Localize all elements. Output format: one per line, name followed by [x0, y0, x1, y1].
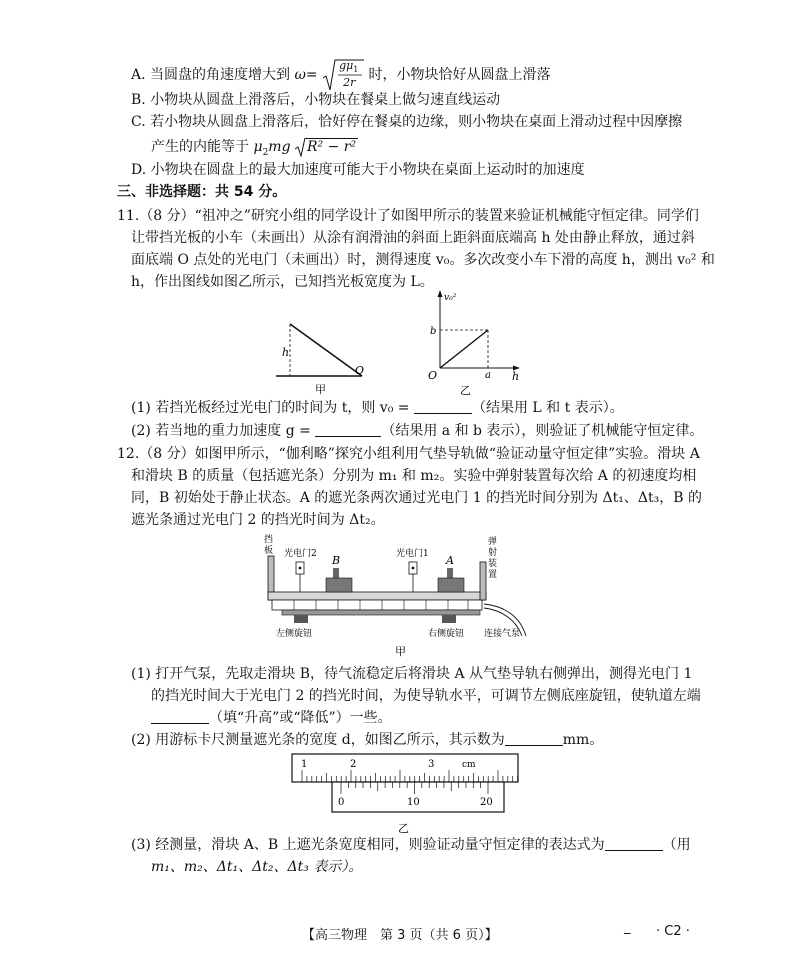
- launcher-char1: 弹: [488, 537, 498, 547]
- q12-figure-jia: [258, 532, 548, 658]
- option-c-sub: 2: [262, 147, 269, 158]
- option-a-sub: 1: [353, 65, 359, 75]
- footer-code: · C2 ·: [656, 924, 690, 939]
- q12-sub2-blank[interactable]: [505, 731, 563, 746]
- q11-line4: h，作出图线如图乙所示，已知挡光板宽度为 L。: [131, 274, 434, 290]
- right-knob[interactable]: [442, 615, 456, 623]
- vernier-label-20: 20: [480, 797, 493, 808]
- launcher-char2: 射: [488, 548, 498, 558]
- q12-sub1-line2: 的挡光时间大于光电门 2 的挡光时间，为使导轨水平，可调节左侧底座旋钮，使轨道左端: [151, 688, 701, 704]
- yi-label-h: h: [512, 370, 520, 383]
- option-a-post: 时，小物块恰好从圆盘上滑落: [368, 67, 551, 83]
- option-a-sqrt: [322, 58, 364, 92]
- option-b: B. 小物块从圆盘上滑落后，小物块在餐桌上做匀速直线运动: [131, 92, 501, 108]
- option-d: D. 小物块在圆盘上的最大加速度可能大于小物块在桌面上运动时的加速度: [131, 162, 585, 178]
- q12-sub3-blank[interactable]: [605, 836, 663, 851]
- launcher-char3: 装: [488, 559, 498, 569]
- q11-sub1-pre: (1) 若挡光板经过光电门的时间为 t，则 v₀ =: [131, 400, 414, 416]
- incline-line: [290, 324, 365, 377]
- q12-sub1-line1: (1) 打开气泵，先取走滑块 B，待气流稳定后将滑块 A 从气垫导轨右侧弹出，测得光电门 1: [131, 666, 693, 682]
- q12-line1: 12.（8 分）如图甲所示，“伽利略”探究小组利用气垫导轨做“验证动量守恒定律”实验。滑块 A: [117, 446, 700, 462]
- yi-label-a: a: [485, 370, 491, 381]
- option-a-omega: ω: [294, 67, 306, 83]
- vernier-label-10: 10: [407, 797, 420, 808]
- launcher: [480, 562, 486, 600]
- footer-tick: _: [624, 920, 631, 935]
- option-c-root: R² − r²: [307, 139, 357, 155]
- vernier-label-0: 0: [338, 797, 345, 808]
- slider-a-label: A: [446, 554, 454, 567]
- jia-label-h: h: [282, 346, 290, 359]
- jia-label-o: O: [355, 364, 365, 377]
- option-a: [131, 58, 551, 92]
- gate1-label: 光电门1: [396, 549, 429, 559]
- main-label-cm: cm: [462, 760, 476, 770]
- left-knob[interactable]: [294, 615, 308, 623]
- option-c-sqrt: [295, 137, 358, 157]
- option-a-eq: =: [305, 67, 318, 83]
- option-c-line1: C. 若小物块从圆盘上滑落后，恰好停在餐桌的边缘，则小物块在桌面上滑动过程中因摩擦: [131, 114, 683, 130]
- gate2-dot: [299, 567, 302, 570]
- yi-graph-line: [440, 330, 488, 368]
- q12-sub1-line3-text: （填“升高”或“降低”）一些。: [209, 710, 392, 726]
- left-knob-label: 左侧旋钮: [276, 629, 313, 639]
- option-c-mg: mg: [268, 139, 291, 155]
- q12-figure-caliper: [290, 752, 522, 838]
- baffle-char1: 挡: [264, 535, 274, 545]
- track-top: [268, 592, 486, 600]
- q12-fig-caption: 甲: [395, 645, 406, 658]
- section-3-title: 三、非选择题：共 54 分。: [117, 184, 287, 200]
- q11-sub2: [131, 421, 703, 441]
- q12-sub3-pre: (3) 经测量，滑块 A、B 上遮光条宽度相同，则验证动量守恒定律的表达式为: [131, 837, 605, 853]
- q11-sub1: [131, 398, 624, 418]
- gate1-dot: [412, 567, 415, 570]
- q12-sub2: [131, 730, 603, 750]
- yi-caption: 乙: [460, 384, 471, 396]
- option-a-den: 2r: [343, 76, 356, 89]
- q11-sub2-pre: (2) 若当地的重力加速度 g =: [131, 423, 316, 439]
- main-label-2: 2: [350, 759, 357, 770]
- pump-label: 连接气泵: [484, 629, 521, 639]
- option-c-mu: μ: [253, 139, 263, 155]
- yi-label-o: O: [428, 369, 438, 382]
- yi-label-b: b: [430, 326, 437, 337]
- launcher-char4: 置: [488, 570, 498, 580]
- q11-figure-yi: [420, 288, 530, 396]
- q11-sub1-post: （结果用 L 和 t 表示）。: [471, 400, 624, 416]
- option-a-pre: A. 当圆盘的角速度增大到: [131, 67, 295, 83]
- q12-sub2-pre: (2) 用游标卡尺测量遮光条的宽度 d，如图乙所示，其示数为: [131, 732, 505, 748]
- q12-sub3-line2: m₁、m₂、Δt₁、Δt₂、Δt₃ 表示）。: [151, 859, 363, 875]
- q12-line2: 和滑块 B 的质量（包括遮光条）分别为 m₁ 和 m₂。实验中弹射装置每次给 A 的初速度均相: [131, 468, 697, 484]
- slider-a: [438, 578, 464, 592]
- yi-label-v: v₀²: [444, 293, 457, 303]
- caliper-caption: 乙: [398, 822, 409, 835]
- q12-sub3-line1: [131, 835, 691, 855]
- main-label-1: 1: [301, 759, 308, 770]
- q11-line3: 面底端 O 点处的光电门（未画出）时，测得速度 v₀。多次改变小车下滑的高度 h，测出 v₀² 和: [131, 252, 715, 268]
- option-c-pre: 产生的内能等于: [151, 139, 254, 155]
- jia-caption: 甲: [315, 383, 326, 396]
- q11-sub2-blank[interactable]: [315, 422, 381, 437]
- q12-sub1-blank[interactable]: [151, 709, 209, 724]
- q12-sub2-post: mm。: [562, 732, 604, 748]
- q11-line2: 让带挡光板的小车（未画出）从涂有润滑油的斜面上距斜面底端高 h 处由静止释放，通过斜: [131, 230, 695, 246]
- gate2-label: 光电门2: [284, 549, 317, 559]
- option-c-line2: [151, 137, 358, 163]
- slider-b-label: B: [332, 554, 341, 567]
- yi-y-arrow-icon: [438, 290, 443, 297]
- baffle-char2: 板: [264, 546, 274, 556]
- q11-sub1-blank[interactable]: [414, 399, 472, 414]
- track-base: [282, 610, 480, 615]
- footer-page-info: 【高三物理 第 3 页（共 6 页）】: [302, 928, 498, 943]
- q12-sub1-line3: [151, 708, 392, 728]
- q11-line1: 11.（8 分）“祖冲之”研究小组的同学设计了如图甲所示的装置来验证机械能守恒定律。同学们: [117, 208, 699, 224]
- q11-figure-jia: [270, 318, 380, 396]
- q12-line3: 同，B 初始处于静止状态。A 的遮光条两次通过光电门 1 的挡光时间分别为 Δt₁、Δt₃，B 的: [131, 490, 702, 506]
- slider-b: [326, 578, 352, 592]
- track-body: [272, 600, 482, 610]
- sqrt-symbol-icon: [295, 137, 305, 157]
- right-knob-label: 右侧旋钮: [428, 629, 465, 639]
- main-label-3: 3: [428, 759, 435, 770]
- q11-sub2-post: （结果用 a 和 b 表示），则验证了机械能守恒定律。: [381, 423, 704, 439]
- option-a-num: gμ: [339, 59, 354, 72]
- q12-sub3-post: （用: [662, 837, 691, 853]
- q12-line4: 遮光条通过光电门 2 的挡光时间为 Δt₂。: [131, 512, 385, 528]
